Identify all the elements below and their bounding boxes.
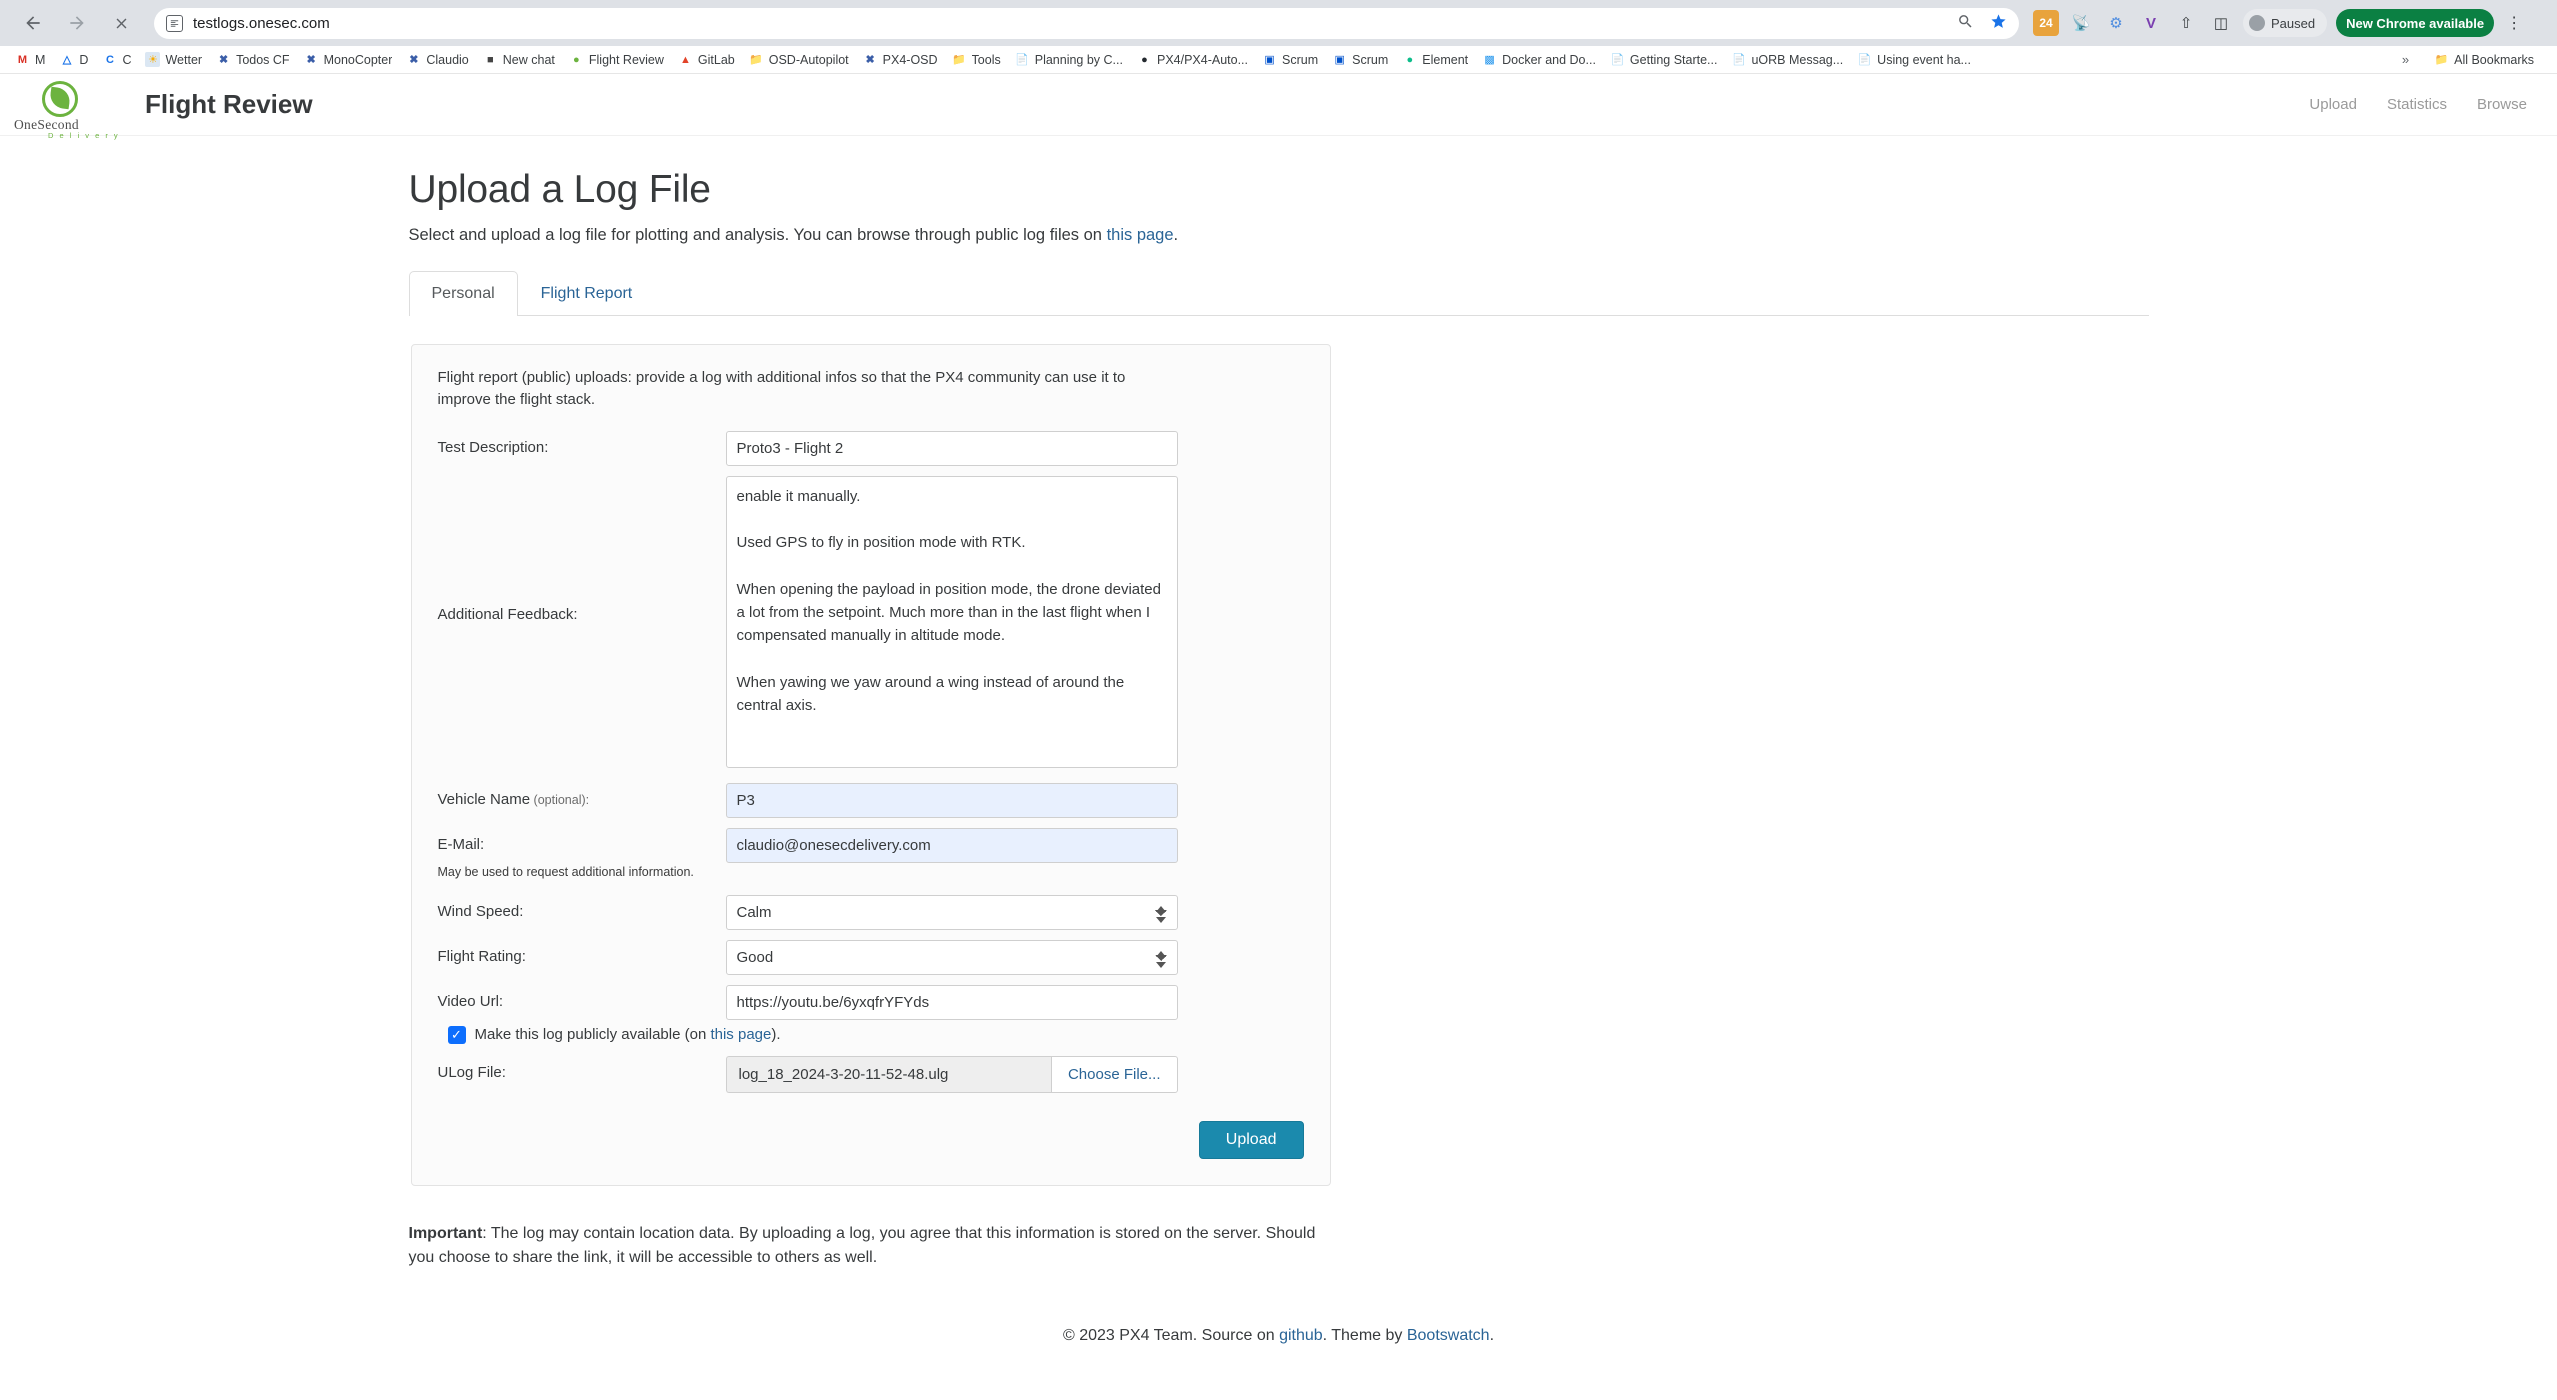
gear-icon[interactable]: ⚙ [2109, 15, 2123, 32]
bookmark-item[interactable] [1603, 49, 1725, 70]
important-bold: Important [408, 1224, 483, 1242]
search-icon[interactable] [1957, 13, 1974, 34]
video-url-input[interactable] [726, 985, 1178, 1020]
logo-text-secondary: D e l i v e r y [48, 130, 120, 140]
bookmark-label: Claudio [426, 52, 469, 67]
bookmark-item[interactable] [1325, 49, 1395, 70]
navigation-buttons [12, 2, 142, 44]
puzzle-icon[interactable]: 24 [2033, 10, 2059, 36]
x-icon: ✖ [218, 54, 229, 66]
flight-icon: ● [573, 53, 580, 66]
bookmark-label: PX4-OSD [882, 52, 938, 67]
feedback-label: Additional Feedback: [437, 605, 578, 623]
public-label-pre: Make this log publicly available (on [474, 1026, 711, 1043]
v-icon[interactable]: V [2145, 14, 2156, 32]
scrum-icon: ▣ [1334, 54, 1345, 66]
bookmark-item[interactable] [8, 49, 52, 70]
share-icon[interactable]: ⇧ [2179, 15, 2193, 32]
doc-icon: 📄 [1015, 54, 1030, 66]
bookmark-label: uORB Messag... [1751, 52, 1844, 67]
calendar-icon: C [105, 53, 114, 66]
chrome-update-button[interactable]: New Chrome available [2336, 9, 2494, 37]
subtitle-text: Select and upload a log file for plotting and analysis. You can browse through public log files on [408, 226, 1107, 244]
gitlab-icon: ▲ [679, 53, 691, 66]
wind-speed-label: Wind Speed: [437, 902, 524, 920]
page-subtitle [409, 226, 2149, 245]
bootswatch-link[interactable]: Bootswatch [1406, 1327, 1490, 1345]
public-checkbox-row[interactable] [448, 1026, 1304, 1044]
tab-personal[interactable]: Personal [409, 271, 518, 316]
bookmark-label: Element [1422, 52, 1469, 67]
doc-icon: 📄 [1732, 54, 1746, 66]
bookmark-label: Planning by C... [1034, 52, 1123, 67]
bookmark-label: Getting Starte... [1629, 52, 1718, 67]
file-picker[interactable] [726, 1056, 1178, 1093]
flight-rating-select[interactable] [726, 940, 1178, 975]
bookmark-item[interactable] [562, 49, 671, 70]
public-page-link[interactable]: this page [710, 1026, 772, 1043]
field-row-wind [438, 895, 1304, 930]
tab-flight-report[interactable]: Flight Report [540, 285, 633, 302]
github-link[interactable]: github [1279, 1327, 1323, 1345]
bookmark-item[interactable] [856, 49, 945, 70]
description-input[interactable] [726, 431, 1178, 466]
bookmark-label: C [122, 52, 132, 67]
bookmark-label: MonoCopter [323, 52, 393, 67]
omnibox-actions [1957, 13, 2007, 34]
bookmark-item[interactable] [95, 49, 138, 70]
bookmark-item[interactable] [1475, 49, 1603, 70]
bookmark-label: M [35, 52, 46, 67]
docker-icon: ▩ [1484, 54, 1495, 66]
bookmark-label: OSD-Autopilot [768, 52, 849, 67]
gmail-icon: M [17, 53, 28, 66]
stop-loading-icon[interactable] [100, 2, 142, 44]
nav-browse[interactable]: Browse [2476, 96, 2527, 113]
field-row-feedback [438, 476, 1304, 773]
paused-label: Paused [2271, 15, 2316, 31]
bookmark-label: Tools [971, 52, 1001, 67]
field-row-description [438, 431, 1304, 466]
bookmark-label: Wetter [165, 52, 203, 67]
field-row-ulog [438, 1056, 1304, 1093]
vehicle-name-input[interactable] [726, 783, 1178, 818]
vehicle-label-text: Vehicle Name [437, 790, 531, 808]
panel-note: Flight report (public) uploads: provide a log with additional infos so that the PX4 community can use it to improve the flight stack. [437, 369, 1126, 408]
chrome-right-actions [2033, 9, 2525, 37]
vehicle-label-optional: (optional): [530, 792, 590, 807]
chat-icon: ■ [486, 53, 494, 66]
page-footer [409, 1327, 2149, 1345]
bookmark-item[interactable] [742, 49, 856, 70]
upload-form-panel [411, 344, 1331, 1186]
main-content [409, 136, 2149, 1345]
bookmark-star-icon[interactable] [1990, 13, 2007, 34]
bookmarks-folder-icon: 📁 [2434, 54, 2449, 66]
folder-icon: 📁 [952, 54, 966, 66]
site-nav-links [2309, 96, 2527, 113]
bookmark-item[interactable] [671, 49, 742, 70]
ulog-file-name: log_18_2024-3-20-11-52-48.ulg [726, 1056, 1051, 1093]
page-title: Upload a Log File [408, 168, 711, 211]
wind-speed-select[interactable] [726, 895, 1178, 930]
public-checkbox[interactable]: ✓ [448, 1026, 466, 1044]
bookmark-label: Flight Review [588, 52, 664, 67]
bookmark-item[interactable] [476, 49, 562, 70]
bookmark-label: Docker and Do... [1502, 52, 1596, 67]
public-label-post: ). [771, 1026, 781, 1043]
bookmarks-overflow-icon[interactable]: » [2401, 52, 2410, 67]
footer-theme-post: . [1489, 1327, 1495, 1345]
rss-icon[interactable]: 📡 [2071, 15, 2091, 32]
important-text: : The log may contain location data. By uploading a log, you agree that this information is stored on the server. Should you choose to share the link, it will be accessible to others as well. [408, 1224, 1316, 1267]
x-icon: ✖ [409, 54, 419, 66]
upload-tabs [409, 271, 2149, 316]
all-bookmarks-button[interactable] [2427, 49, 2541, 70]
feedback-textarea[interactable] [726, 476, 1178, 768]
bookmark-item[interactable] [1255, 49, 1325, 70]
brand[interactable] [14, 79, 313, 140]
element-icon: ● [1406, 53, 1414, 66]
browser-toolbar [0, 0, 2557, 46]
bookmark-item[interactable] [138, 49, 209, 70]
address-bar[interactable] [154, 8, 2019, 39]
bookmark-label: New chat [502, 52, 555, 67]
github-icon: ● [1141, 53, 1148, 66]
footer-copyright: © 2023 PX4 Team. Source on [1062, 1327, 1280, 1345]
bookmark-item[interactable] [1130, 49, 1255, 70]
field-row-email [438, 828, 1304, 863]
bookmark-item[interactable] [399, 49, 475, 70]
vehicle-label [438, 783, 726, 808]
email-input[interactable] [726, 828, 1178, 863]
subtitle-period: . [1173, 226, 1179, 244]
field-row-rating [438, 940, 1304, 975]
bookmark-item[interactable] [1395, 49, 1475, 70]
all-bookmarks-label: All Bookmarks [2454, 52, 2534, 67]
chrome-menu-icon[interactable]: ⋮ [2506, 15, 2523, 32]
field-row-video [438, 985, 1304, 1020]
bookmark-label: PX4/PX4-Auto... [1156, 52, 1249, 67]
profile-paused-chip[interactable] [2243, 9, 2327, 37]
submit-row [438, 1121, 1304, 1159]
bookmark-item[interactable] [1008, 49, 1130, 70]
email-help-text: May be used to request additional information. [437, 864, 694, 879]
bookmark-item[interactable] [945, 49, 1008, 70]
logo-text-primary: OneSecond [14, 116, 79, 132]
bookmark-item[interactable] [297, 49, 400, 70]
bookmark-label: Todos CF [236, 52, 290, 67]
doc-icon: 📄 [1610, 54, 1625, 66]
x-icon: ✖ [306, 54, 316, 66]
nav-upload[interactable]: Upload [2309, 96, 2357, 113]
description-label: Test Description: [437, 438, 549, 456]
brand-title: Flight Review [145, 89, 313, 119]
choose-file-button[interactable]: Choose File... [1051, 1056, 1178, 1093]
doc-icon: 📄 [1857, 54, 1872, 66]
public-checkbox-label [475, 1026, 781, 1043]
sidepanel-icon[interactable]: ◫ [2213, 15, 2229, 32]
address-bar-url: testlogs.onesec.com [193, 14, 330, 32]
field-row-vehicle [438, 783, 1304, 818]
bookmarks-overflow [2396, 49, 2549, 70]
bookmark-label: Scrum [1352, 52, 1389, 67]
site-navbar [0, 74, 2557, 140]
back-arrow-icon[interactable] [12, 2, 54, 44]
onesecond-delivery-logo-icon [14, 79, 129, 140]
important-notice [409, 1222, 1339, 1272]
scrum-icon: ▣ [1264, 54, 1275, 66]
forward-arrow-icon[interactable] [56, 2, 98, 44]
bookmark-item[interactable] [52, 49, 95, 70]
footer-theme-pre: . Theme by [1322, 1327, 1407, 1345]
drive-icon: △ [62, 54, 72, 66]
profile-avatar [2249, 15, 2265, 31]
weather-icon: ☀ [145, 52, 160, 67]
bookmark-label: D [79, 52, 89, 67]
email-label: E-Mail: [437, 835, 485, 853]
flight-rating-label: Flight Rating: [437, 947, 526, 965]
nav-statistics[interactable]: Statistics [2386, 96, 2447, 113]
bookmark-label: Using event ha... [1877, 52, 1971, 67]
folder-icon: 📁 [749, 54, 764, 66]
ulog-file-label: ULog File: [437, 1063, 506, 1081]
page-icon [166, 15, 183, 32]
video-url-label: Video Url: [437, 992, 504, 1010]
bookmark-item[interactable] [1724, 49, 1850, 70]
bookmarks-bar [0, 46, 2557, 74]
browse-public-logs-link[interactable]: this page [1106, 226, 1174, 244]
upload-button[interactable]: Upload [1199, 1121, 1304, 1159]
bookmark-label: Scrum [1282, 52, 1319, 67]
bookmark-item[interactable] [209, 49, 297, 70]
browser-chrome [0, 0, 2557, 74]
page-content [0, 74, 2557, 1400]
x-icon: ✖ [865, 54, 875, 66]
bookmark-item[interactable] [1850, 49, 1978, 70]
bookmark-label: GitLab [697, 52, 735, 67]
